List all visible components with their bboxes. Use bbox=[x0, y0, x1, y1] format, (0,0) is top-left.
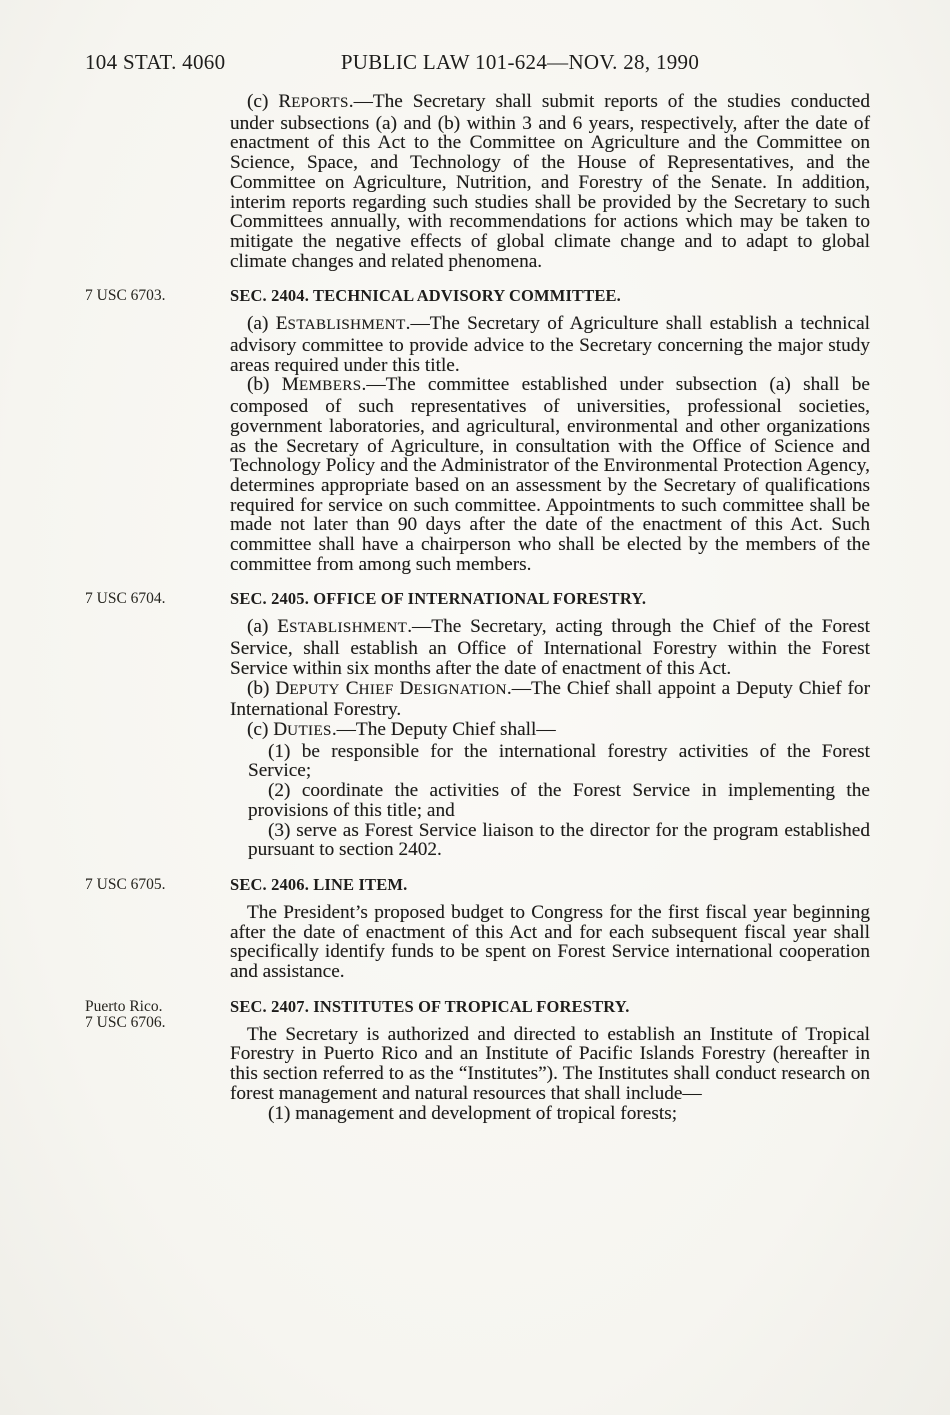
text-run: (1) management and development of tropical forests; bbox=[268, 1102, 678, 1124]
text-run: .—The committee established under subsection (a) shall be composed of such representatives of universities, professional societies, government laboratories, and agricultural, environmental and other organizations as the Secretary of Agriculture, in consultation with the Office of Science and Technology Policy and the Administrator of the Environmental Protection Agency, determines appropriate based on an assessment by the Secretary of qualifications required for service on such committee. Appointments to such committee shall be made not later than 90 days after the date of the enactment of this Act. Such committee shall have a chairperson who shall be elected by the members of the committee from among such members. bbox=[230, 374, 870, 575]
paragraph bbox=[230, 92, 870, 271]
small-caps-text: STABLISHMENT bbox=[287, 317, 406, 334]
paragraph bbox=[230, 679, 870, 720]
text-run: D bbox=[273, 718, 288, 740]
text-run: The Secretary is authorized and directed to establish an Institute of Tropical Forestry in Puerto Rico and an Institute of Pacific Islands Forestry (hereafter in this section referred to as the “Institutes”). The Institutes shall conduct research on forest management and natural resources that shall include— bbox=[230, 1023, 870, 1104]
text-run: D bbox=[275, 677, 290, 699]
text-run: E bbox=[277, 616, 290, 638]
section-heading: SEC. 2407. INSTITUTES OF TROPICAL FORESTRY. bbox=[230, 996, 630, 1016]
law-title-header: PUBLIC LAW 101-624—NOV. 28, 1990 bbox=[340, 50, 700, 74]
small-caps-text: EPORTS bbox=[291, 95, 349, 111]
paragraph-row bbox=[85, 742, 870, 781]
margin-note bbox=[85, 288, 225, 305]
margin-note-line: 7 USC 6703. bbox=[85, 287, 166, 305]
paragraph bbox=[248, 1104, 870, 1124]
small-caps-text: ESIGNATION bbox=[413, 681, 507, 698]
text-run: C bbox=[339, 677, 359, 699]
text-run: M bbox=[281, 374, 299, 396]
paragraph bbox=[230, 617, 870, 678]
paragraph-row bbox=[85, 617, 870, 678]
paragraph bbox=[248, 821, 870, 860]
text-run: .—The Chief shall appoint a Deputy Chief for International Forestry. bbox=[230, 677, 870, 721]
paragraph-row bbox=[85, 1104, 870, 1124]
paragraph-row bbox=[85, 375, 870, 574]
text-run: .—The Secretary shall submit reports of the studies conducted under subsections (a) and (b) within 3 and 6 years, respectively, after the date of enactment of this Act to the Committee on Agriculture and the Committee on Science, Space, and Technology of the House of Representatives, and the Committee on Agriculture, Nutrition, and Forestry of the Senate. In addition, interim reports regarding such studies shall be provided by the Secretary to such Committees annually, with recommendations for actions which may be taken to mitigate the negative effects of global climate change and to adapt to global climate changes and related phenomena. bbox=[230, 91, 870, 272]
paragraph-row bbox=[85, 314, 870, 375]
text-run: (3) serve as Forest Service liaison to the director for the program established pursuant to section 2402. bbox=[248, 819, 870, 861]
section-heading: SEC. 2404. TECHNICAL ADVISORY COMMITTEE. bbox=[230, 286, 621, 306]
text-run: (a) bbox=[247, 313, 276, 335]
paragraph bbox=[230, 375, 870, 574]
section-row bbox=[85, 875, 870, 894]
small-caps-text: UTIES bbox=[287, 722, 332, 739]
paragraph bbox=[230, 903, 870, 982]
text-run: D bbox=[393, 677, 414, 699]
text-run: (b) bbox=[247, 374, 282, 396]
paragraph bbox=[248, 781, 870, 820]
paragraph bbox=[230, 1025, 870, 1104]
paragraph-row bbox=[85, 1025, 870, 1104]
margin-note-line: Puerto Rico. bbox=[85, 997, 163, 1015]
margin-note bbox=[85, 877, 225, 894]
section-heading: SEC. 2405. OFFICE OF INTERNATIONAL FORESTRY. bbox=[230, 589, 647, 609]
text-run: (c) bbox=[247, 718, 274, 740]
paragraph-row bbox=[85, 92, 870, 271]
paragraph bbox=[248, 742, 870, 781]
paragraph-row bbox=[85, 903, 870, 982]
paragraph-row bbox=[85, 679, 870, 720]
small-caps-text: EPUTY bbox=[289, 681, 340, 698]
text-run: (c) bbox=[247, 91, 279, 112]
text-run: (2) coordinate the activities of the Forest Service in implementing the provisions of this title; and bbox=[248, 780, 870, 821]
small-caps-text: STABLISHMENT bbox=[289, 620, 408, 637]
paragraph bbox=[230, 314, 870, 375]
paragraph-row bbox=[85, 821, 870, 860]
text-run: R bbox=[278, 91, 292, 112]
stat-page-number: 104 STAT. 4060 bbox=[85, 50, 226, 74]
paragraph-row bbox=[85, 720, 870, 742]
section-row bbox=[85, 286, 870, 305]
margin-note-line: 7 USC 6704. bbox=[85, 590, 166, 608]
text-run: .—The Secretary, acting through the Chief of the Forest Service, shall establish an Office of International Forestry within the Forest Service within six months after the date of enactment of this Act. bbox=[230, 616, 870, 679]
text-run: E bbox=[275, 313, 288, 335]
text-run: .—The Secretary of Agriculture shall establish a technical advisory committee to provide advice to the Secretary concerning the major study areas required under this title. bbox=[230, 313, 870, 376]
text-run: (a) bbox=[247, 616, 278, 638]
text-run: (1) be responsible for the international forestry activities of the Forest Service; bbox=[248, 740, 870, 782]
small-caps-text: HIEF bbox=[358, 681, 394, 698]
small-caps-text: EMBERS bbox=[298, 378, 362, 395]
text-run: .—The Deputy Chief shall— bbox=[331, 718, 556, 740]
paragraph bbox=[230, 720, 870, 742]
margin-note bbox=[85, 591, 225, 608]
margin-note-line: 7 USC 6705. bbox=[85, 875, 166, 893]
content bbox=[85, 92, 870, 1123]
section-row bbox=[85, 996, 870, 1032]
text-run: (b) bbox=[247, 677, 276, 699]
section-heading: SEC. 2406. LINE ITEM. bbox=[230, 874, 408, 894]
paragraph-row bbox=[85, 781, 870, 820]
section-row bbox=[85, 589, 870, 608]
margin-note-line: 7 USC 6706. bbox=[85, 1014, 166, 1032]
text-run: The President’s proposed budget to Congress for the first fiscal year beginning after the date of enactment of this Act and for each subsequent fiscal year shall specifically identify funds to be spent on Forest Service international cooperation and assistance. bbox=[230, 901, 870, 983]
